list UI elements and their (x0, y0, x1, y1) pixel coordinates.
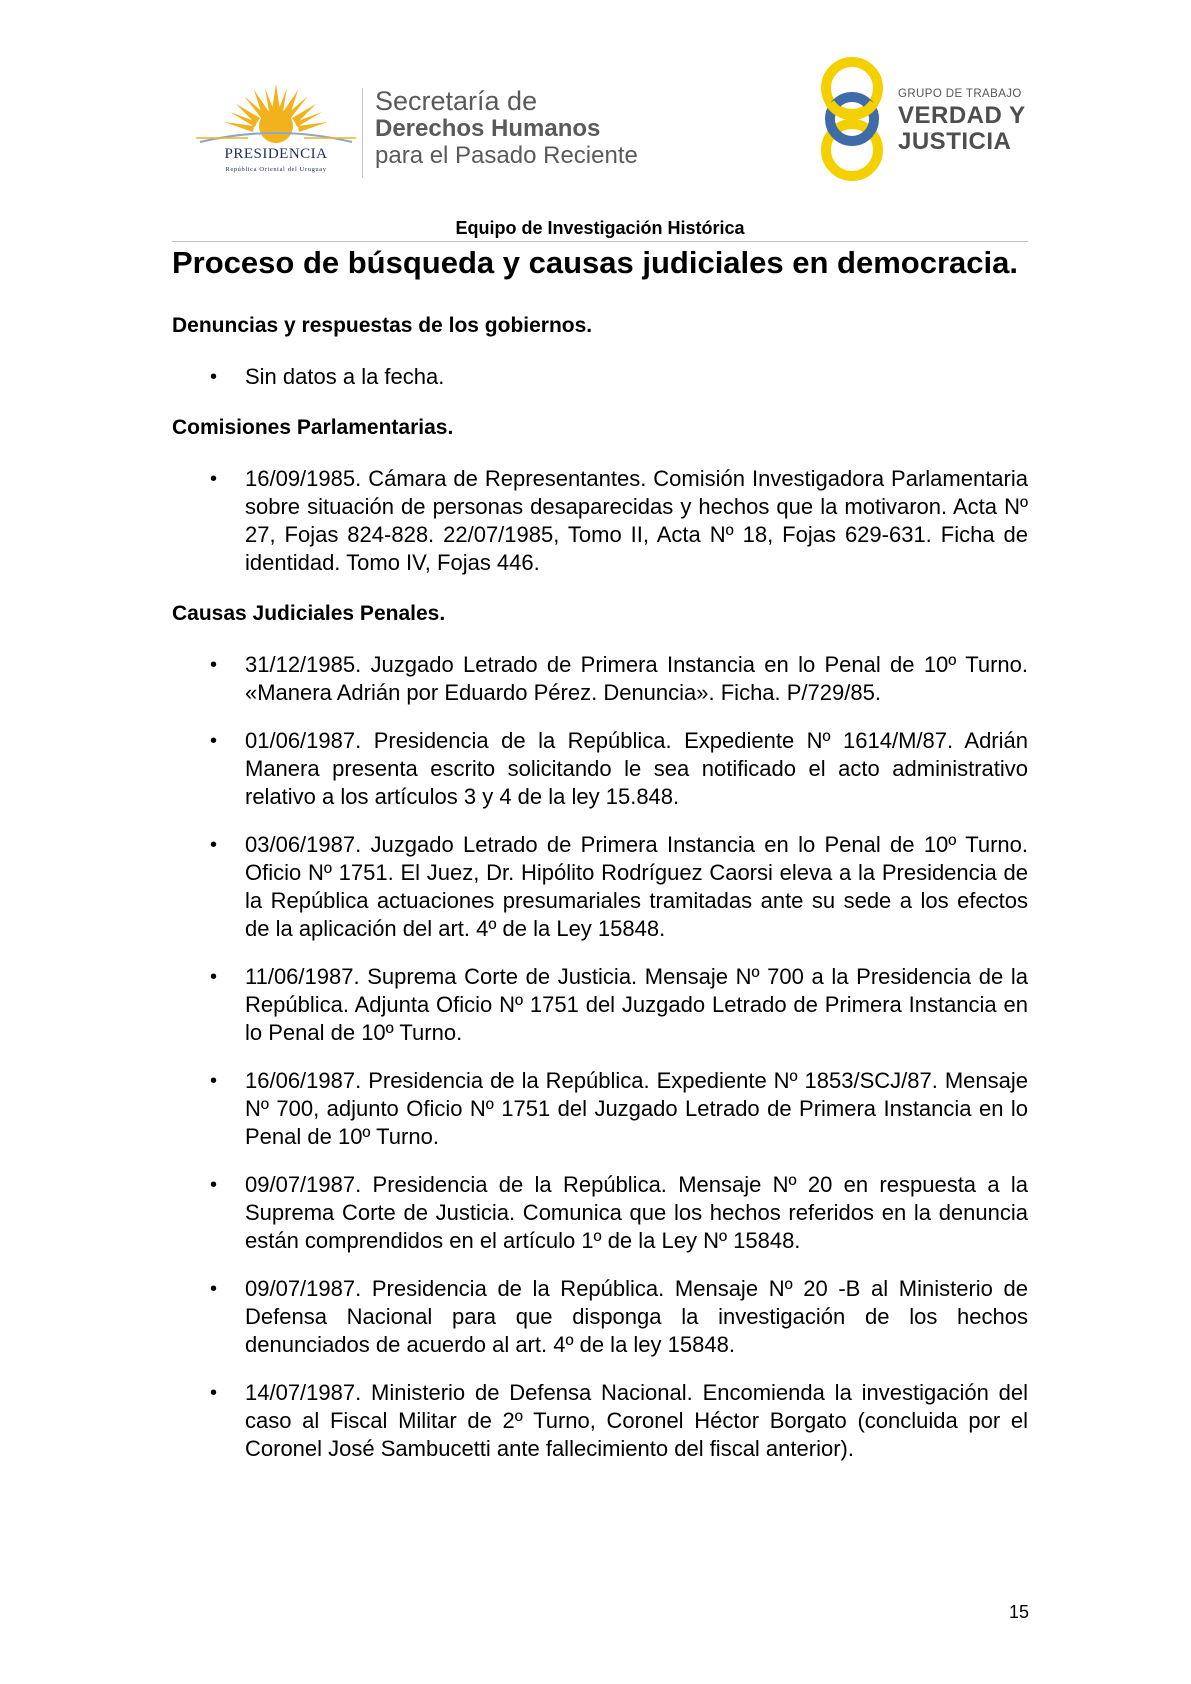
secretaria-line-1: Secretaría de (375, 86, 538, 116)
causas-list (172, 651, 1028, 1463)
page-header (0, 0, 1191, 200)
verdad-label: VERDAD Y (898, 102, 1026, 129)
secretaria-line-2: Derechos Humanos (375, 115, 601, 142)
list-item: • Sin datos a la fecha. (172, 363, 1028, 391)
interlocked-rings-icon (820, 56, 894, 182)
section-heading-denuncias: Denuncias y respuestas de los gobiernos. (172, 314, 593, 337)
justicia-label: JUSTICIA (898, 128, 1012, 155)
denuncias-list (172, 363, 1028, 391)
list-item: • 31/12/1985. Juzgado Letrado de Primera Instancia en lo Penal de 10º Turno. «Manera Adrián por Eduardo Pérez. Denuncia». Ficha. P/729/85. (172, 651, 1028, 707)
section-heading-causas: Causas Judiciales Penales. (172, 602, 446, 625)
header-rule (172, 241, 1028, 242)
document-body (172, 244, 1028, 1463)
list-item: • 16/06/1987. Presidencia de la República. Expediente Nº 1853/SCJ/87. Mensaje Nº 700, adjunto Oficio Nº 1751 del Juzgado Letrado de Primera Instancia en lo Penal de 10º Turno. (172, 1067, 1028, 1151)
list-item: • 14/07/1987. Ministerio de Defensa Nacional. Encomienda la investigación del caso al Fiscal Militar de 2º Turno, Coronel Héctor Borgato (concluida por el Coronel José Sambucetti ante fallecimiento del fiscal anterior). (172, 1379, 1028, 1463)
verdad-justicia-logo (820, 56, 1040, 186)
page-title: Proceso de búsqueda y causas judiciales en democracia. (172, 245, 1018, 280)
team-title: Equipo de Investigación Histórica (455, 218, 745, 238)
page-number: 15 (1008, 1602, 1029, 1622)
list-item: • 09/07/1987. Presidencia de la República. Mensaje Nº 20 en respuesta a la Suprema Corte de Justicia. Comunica que los hechos referidos en la denuncia están comprendidos en el artículo 1º de la Ley Nº 15848. (172, 1171, 1028, 1255)
comisiones-list (172, 465, 1028, 577)
list-item: • 09/07/1987. Presidencia de la República. Mensaje Nº 20 -B al Ministerio de Defensa Nacional para que disponga la investigación de los hechos denunciados de acuerdo al art. 4º de la ley 15848. (172, 1275, 1028, 1359)
list-item: • 01/06/1987. Presidencia de la República. Expediente Nº 1614/M/87. Adrián Manera presenta escrito solicitando le sea notificado el acto administrativo relativo a los artículos 3 y 4 de la ley 15.848. (172, 727, 1028, 811)
secretaria-line-3: para el Pasado Reciente (375, 142, 638, 169)
logo-divider (362, 88, 363, 178)
sun-emblem-icon (196, 80, 356, 146)
presidencia-subtitle: República Oriental del Uruguay (225, 166, 327, 173)
list-item: • 11/06/1987. Suprema Corte de Justicia. Mensaje Nº 700 a la Presidencia de la República. Adjunta Oficio Nº 1751 del Juzgado Letrado de Primera Instancia en lo Penal de 10º Turno. (172, 963, 1028, 1047)
list-item: • 16/09/1985. Cámara de Representantes. Comisión Investigadora Parlamentaria sobre situación de personas desaparecidas y hechos que la motivaron. Acta Nº 27, Fojas 824-828. 22/07/1985, Tomo II, Acta Nº 18, Fojas 629-631. Ficha de identidad. Tomo IV, Fojas 446. (172, 465, 1028, 577)
presidencia-logo (196, 80, 356, 180)
grupo-de-trabajo-label: GRUPO DE TRABAJO (898, 88, 1022, 100)
secretaria-logo (375, 88, 638, 169)
presidencia-name: PRESIDENCIA (224, 146, 328, 162)
list-item: • 03/06/1987. Juzgado Letrado de Primera Instancia en lo Penal de 10º Turno. Oficio Nº 1751. El Juez, Dr. Hipólito Rodríguez Caorsi eleva a la Presidencia de la República actuaciones presumariales tramitadas ante su sede a los efectos de la aplicación del art. 4º de la Ley 15848. (172, 831, 1028, 943)
section-heading-comisiones: Comisiones Parlamentarias. (172, 416, 454, 439)
